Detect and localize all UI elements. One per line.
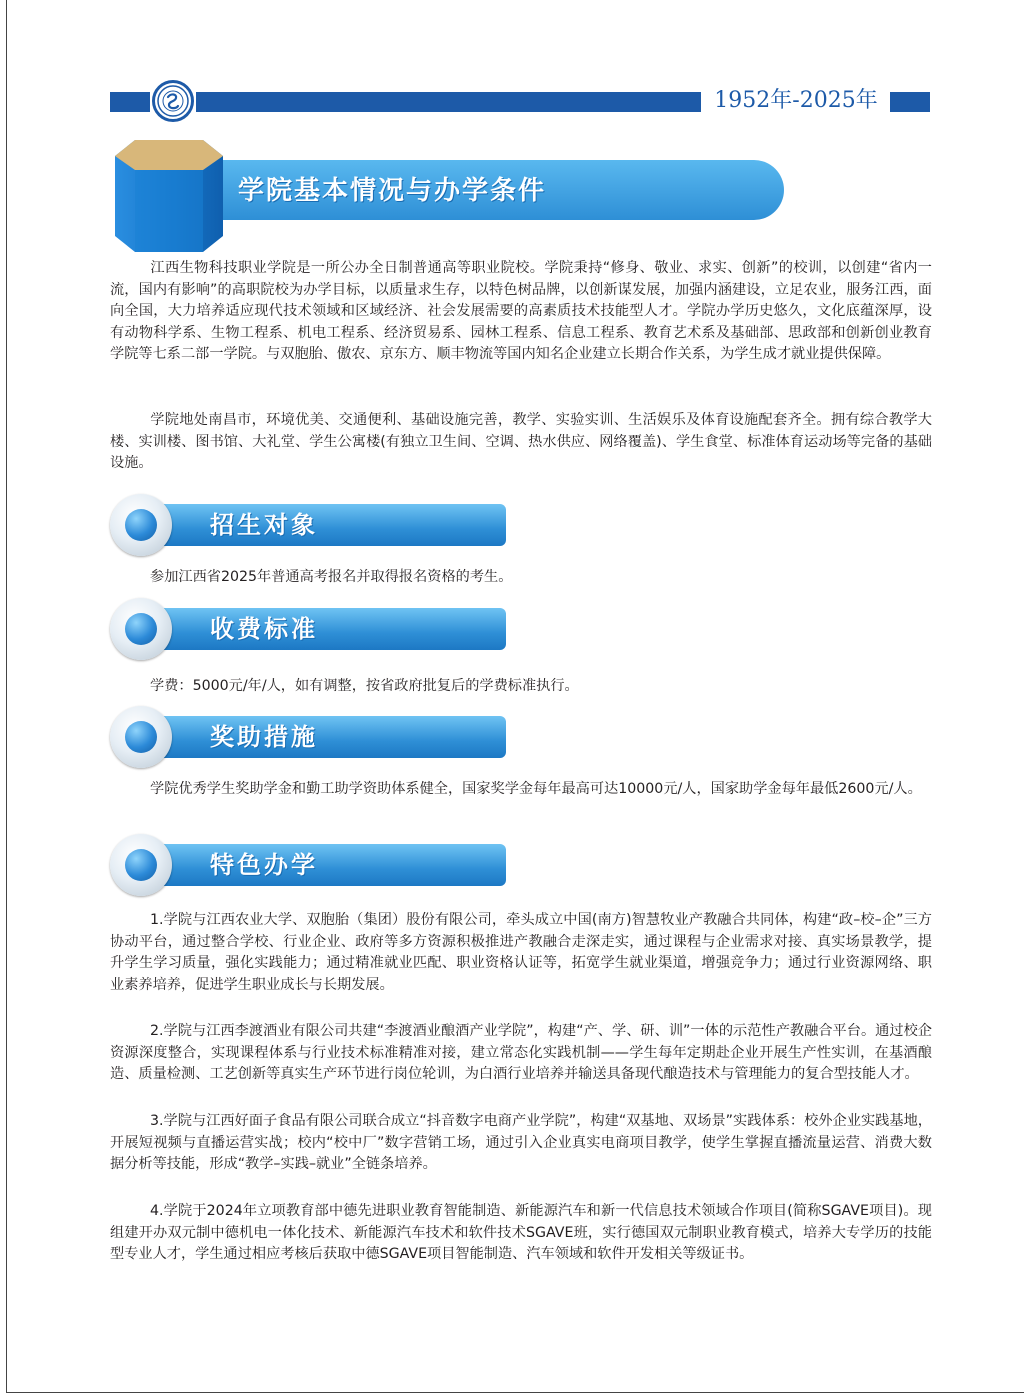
section-header-aid: 奖助措施	[110, 706, 506, 768]
bullet-circle-icon	[125, 613, 157, 645]
feature-item-3: 3.学院与江西好面子食品有限公司联合成立“抖音数字电商产业学院”，构建“双基地、双场景”实践体系：校外企业实践基地，开展短视频与直播运营实战；校内“校中厂”数字营销工场，通过引入企业真实电商项目教学，使学生掌握直播流量运营、消费大数据分析等技能，形成“教学–实践–就业”全链条培养。	[110, 1113, 932, 1173]
header-bar-middle	[196, 92, 701, 112]
college-seal-icon	[152, 80, 194, 122]
fee-text: 学费：5000元/年/人，如有调整，按省政府批复后的学费标准执行。	[150, 678, 579, 694]
section-header-features: 特色办学	[110, 834, 506, 896]
bullet-circle-icon	[125, 721, 157, 753]
bullet-circle-icon	[125, 849, 157, 881]
aid-text: 学院优秀学生奖助学金和勤工助学资助体系健全，国家奖学金每年最高可达10000元/人，国家助学金每年最低2600元/人。	[150, 781, 922, 797]
section-header-fee: 收费标准	[110, 598, 506, 660]
hexagon-block-icon	[113, 136, 225, 256]
page-border-bottom	[6, 1392, 1024, 1393]
feature-item-2: 2.学院与江西李渡酒业有限公司共建“李渡酒业酿酒产业学院”，构建“产、学、研、训”一体的示范性产教融合平台。通过校企资源深度整合，实现课程体系与行业技术标准精准对接，建立常态化实践机制——学生每年定期赴企业开展生产性实训，在基酒酿造、质量检测、工艺创新等真实生产环节进行岗位轮训，为白酒行业培养并输送具备现代酿造技术与管理能力的复合型技能人才。	[110, 1023, 932, 1083]
feature-item-1: 1.学院与江西农业大学、双胞胎（集团）股份有限公司，牵头成立中国(南方)智慧牧业产教融合共同体，构建“政–校–企”三方协动平台，通过整合学校、行业企业、政府等多方资源积极推进产教融合走深走实，通过课程与企业需求对接、真实场景教学，提升学生学习质量，强化实践能力；通过精准就业匹配、职业资格认证等，拓宽学生就业渠道，增强竞争力；通过行业资源网络、职业素养培养，促进学生职业成长与长期发展。	[110, 912, 932, 993]
page-border-left	[6, 0, 7, 1392]
intro-paragraph-1: 江西生物科技职业学院是一所公办全日制普通高等职业院校。学院秉持“修身、敬业、求实、创新”的校训，以创建“省内一流，国内有影响”的高职院校为办学目标，以质量求生存，以特色树品牌，以创新谋发展，加强内涵建设，立足农业，服务江西，面向全国，大力培养适应现代技术领域和区域经济、社会发展需要的高素质技术技能型人才。学院办学历史悠久，文化底蕴深厚，设有动物科学系、生物工程系、机电工程系、经济贸易系、园林工程系、信息工程系、教育艺术系及基础部、思政部和创新创业教育学院等七系二部一学院。与双胞胎、傲农、京东方、顺丰物流等国内知名企业建立长期合作关系，为学生成才就业提供保障。	[110, 260, 932, 363]
bullet-circle-icon	[125, 509, 157, 541]
enrollment-text: 参加江西省2025年普通高考报名并取得报名资格的考生。	[150, 569, 513, 585]
feature-item-4: 4.学院于2024年立项教育部中德先进职业教育智能制造、新能源汽车和新一代信息技术领域合作项目(简称SGAVE项目)。现组建开办双元制中德机电一体化技术、新能源汽车技术和软件技术SGAVE班，实行德国双元制职业教育模式，培养大专学历的技能型专业人才，学生通过相应考核后获取中德SGAVE项目智能制造、汽车领域和软件开发相关等级证书。	[110, 1203, 932, 1263]
header-bar-right	[890, 92, 930, 112]
header-bar-left	[110, 92, 150, 112]
year-range: 1952年-2025年	[714, 88, 878, 113]
page-title: 学院基本情况与办学条件	[238, 176, 547, 206]
intro-paragraph-2: 学院地处南昌市，环境优美、交通便利、基础设施完善，教学、实验实训、生活娱乐及体育设施配套齐全。拥有综合教学大楼、实训楼、图书馆、大礼堂、学生公寓楼(有独立卫生间、空调、热水供应、网络覆盖)、学生食堂、标准体育运动场等完备的基础设施。	[110, 412, 932, 472]
section-header-enrollment: 招生对象	[110, 494, 506, 556]
